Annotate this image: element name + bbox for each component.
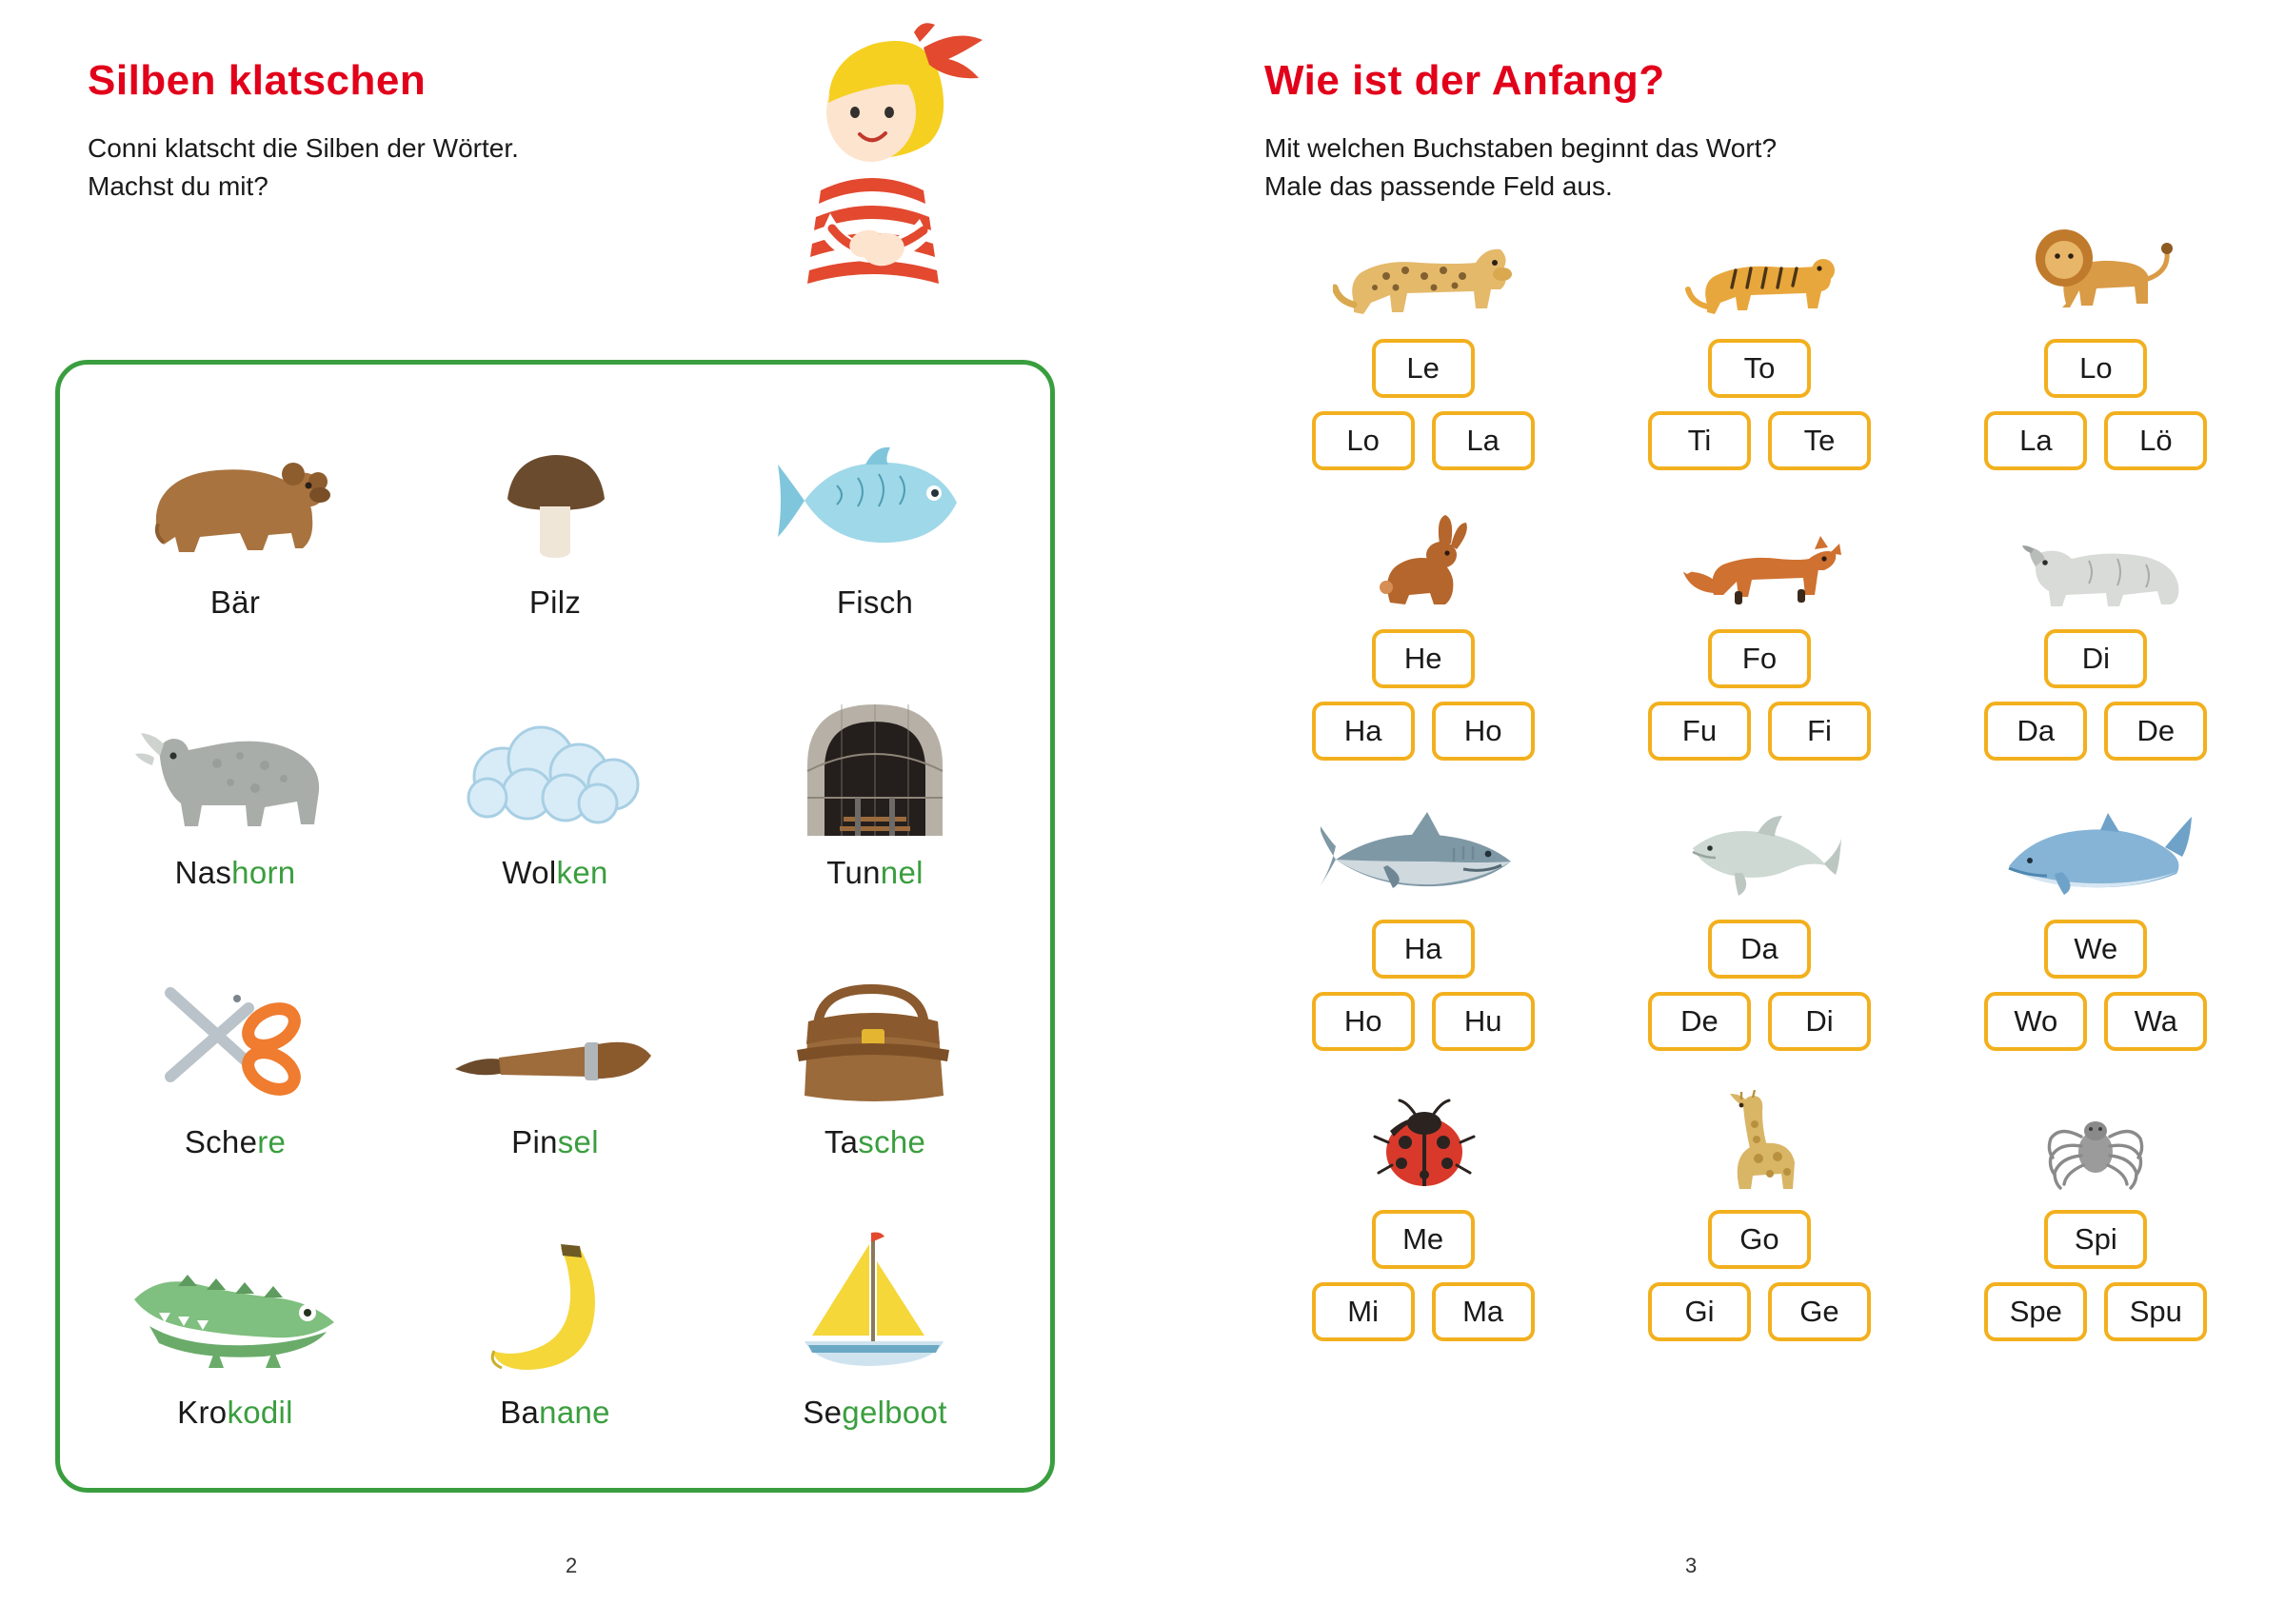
mushroom-icon [479,399,631,575]
choice-row [1312,992,1535,1051]
choice-row [1984,992,2207,1051]
choice-top[interactable]: To [1708,339,1811,398]
page-title-left: Silben klatschen [88,57,427,104]
choice-top[interactable]: Spi [2044,1210,2147,1269]
choice-left[interactable]: Wo [1984,992,2087,1051]
right-page [1228,0,2285,1624]
syllable-word: Krokodil [177,1394,293,1430]
choice-row [1984,702,2207,761]
tiger-icon [1679,219,1840,326]
syllable-item [395,1209,715,1479]
choice-right[interactable]: Hu [1432,992,1535,1051]
giraffe-icon [1698,1090,1821,1197]
syllable-item [395,399,715,669]
banana-icon [469,1209,641,1385]
choice-top[interactable]: Me [1372,1210,1475,1269]
tunnel-icon [785,669,965,845]
choice-top[interactable]: Di [2044,629,2147,688]
syllable-word: Segelboot [803,1394,947,1430]
bag-icon [780,939,970,1115]
choice-left[interactable]: La [1984,411,2087,470]
badger-icon [2003,509,2189,616]
syllable-item [75,669,395,940]
instruction-line-1: Conni klatscht die Silben der Wörter. [88,133,519,163]
beginning-sound-item [1591,800,1927,1090]
syllable-word: Fisch [836,584,914,620]
syllable-item [75,939,395,1209]
syllable-item [715,1209,1035,1479]
choice-left[interactable]: Spe [1984,1282,2087,1341]
choice-row [1648,992,1871,1051]
syllable-word: Wolken [502,854,608,890]
beginning-sound-item [1255,219,1591,509]
instruction-line-2: Machst du mit? [88,170,268,201]
beginning-sound-grid [1255,219,2264,1380]
conni-girl-illustration [762,10,1000,352]
choice-top[interactable]: Da [1708,920,1811,979]
choice-left[interactable]: Lo [1312,411,1415,470]
spider-icon [2034,1090,2157,1197]
beginning-sound-item [1928,1090,2264,1380]
choice-top[interactable]: Le [1372,339,1475,398]
beginning-sound-item [1928,800,2264,1090]
syllable-item [715,669,1035,940]
fish-icon [770,399,980,575]
beginning-sound-item [1255,1090,1591,1380]
hare-icon [1361,509,1485,616]
choice-row [1312,1282,1535,1341]
choice-right[interactable]: Ge [1768,1282,1871,1341]
choice-top[interactable]: Ha [1372,920,1475,979]
instructions-right [1228,129,2285,206]
syllable-word: Bär [209,584,261,620]
choice-left[interactable]: Fu [1648,702,1751,761]
bear-icon [126,399,345,575]
syllable-item [395,669,715,940]
beginning-sound-item [1928,509,2264,800]
beginning-sound-item [1591,509,1927,800]
choice-top[interactable]: Lo [2044,339,2147,398]
beginning-sound-item [1255,800,1591,1090]
choice-row [1312,411,1535,470]
syllable-item [395,939,715,1209]
choice-left[interactable]: De [1648,992,1751,1051]
instruction-line-1: Mit welchen Buchstaben beginnt das Wort? [1264,133,1778,163]
ladybug-icon [1361,1090,1485,1197]
beginning-sound-item [1591,1090,1927,1380]
page-title-right: Wie ist der Anfang? [1264,57,1665,104]
dolphin-icon [1676,800,1842,906]
syllable-item [715,939,1035,1209]
choice-row [1312,702,1535,761]
choice-left[interactable]: Da [1984,702,2087,761]
choice-right[interactable]: Te [1768,411,1871,470]
choice-row [1984,1282,2207,1341]
syllable-word: Banane [500,1394,610,1430]
syllable-word: Schere [184,1124,287,1159]
choice-right[interactable]: Wa [2104,992,2207,1051]
clouds-icon [446,669,665,845]
choice-top[interactable]: He [1372,629,1475,688]
choice-top[interactable]: We [2044,920,2147,979]
scissors-icon [149,939,321,1115]
choice-left[interactable]: Ti [1648,411,1751,470]
choice-right[interactable]: Ho [1432,702,1535,761]
beginning-sound-item [1928,219,2264,509]
syllable-word: Tasche [824,1124,926,1159]
sailboat-icon [780,1209,970,1385]
beginning-sound-item [1591,219,1927,509]
choice-top[interactable]: Go [1708,1210,1811,1269]
syllable-word: Nashorn [174,854,296,890]
shark-icon [1321,800,1525,906]
choice-row [1984,411,2207,470]
choice-left[interactable]: Mi [1312,1282,1415,1341]
syllable-item [75,1209,395,1479]
rhinoceros-icon [126,669,345,845]
fox-icon [1676,509,1842,616]
choice-right[interactable]: Fi [1768,702,1871,761]
syllable-word: Pinsel [511,1124,599,1159]
crocodile-icon [121,1209,349,1385]
choice-right[interactable]: Ma [1432,1282,1535,1341]
choice-row [1648,702,1871,761]
syllable-item [715,399,1035,669]
choice-right[interactable]: Lö [2104,411,2207,470]
choice-left[interactable]: Gi [1648,1282,1751,1341]
syllable-word: Pilz [528,584,582,620]
page-number-right: 3 [1685,1554,1698,1577]
choice-right[interactable]: Spu [2104,1282,2207,1341]
page-number-left: 2 [566,1554,578,1577]
choice-right[interactable]: Di [1768,992,1871,1051]
choice-left[interactable]: Ho [1312,992,1415,1051]
choice-row [1648,411,1871,470]
choice-row [1648,1282,1871,1341]
lion-icon [2015,219,2176,326]
instruction-line-2: Male das passende Feld aus. [1264,170,1613,201]
paintbrush-icon [446,939,665,1115]
leopard-icon [1333,219,1514,326]
whale-icon [1996,800,2196,906]
syllable-picture-box [55,360,1055,1493]
instructions-left [0,129,1228,206]
syllable-grid [75,399,1035,1478]
choice-left[interactable]: Ha [1312,702,1415,761]
syllable-word: Tunnel [826,854,924,890]
choice-right[interactable]: La [1432,411,1535,470]
choice-top[interactable]: Fo [1708,629,1811,688]
syllable-item [75,399,395,669]
beginning-sound-item [1255,509,1591,800]
choice-right[interactable]: De [2104,702,2207,761]
